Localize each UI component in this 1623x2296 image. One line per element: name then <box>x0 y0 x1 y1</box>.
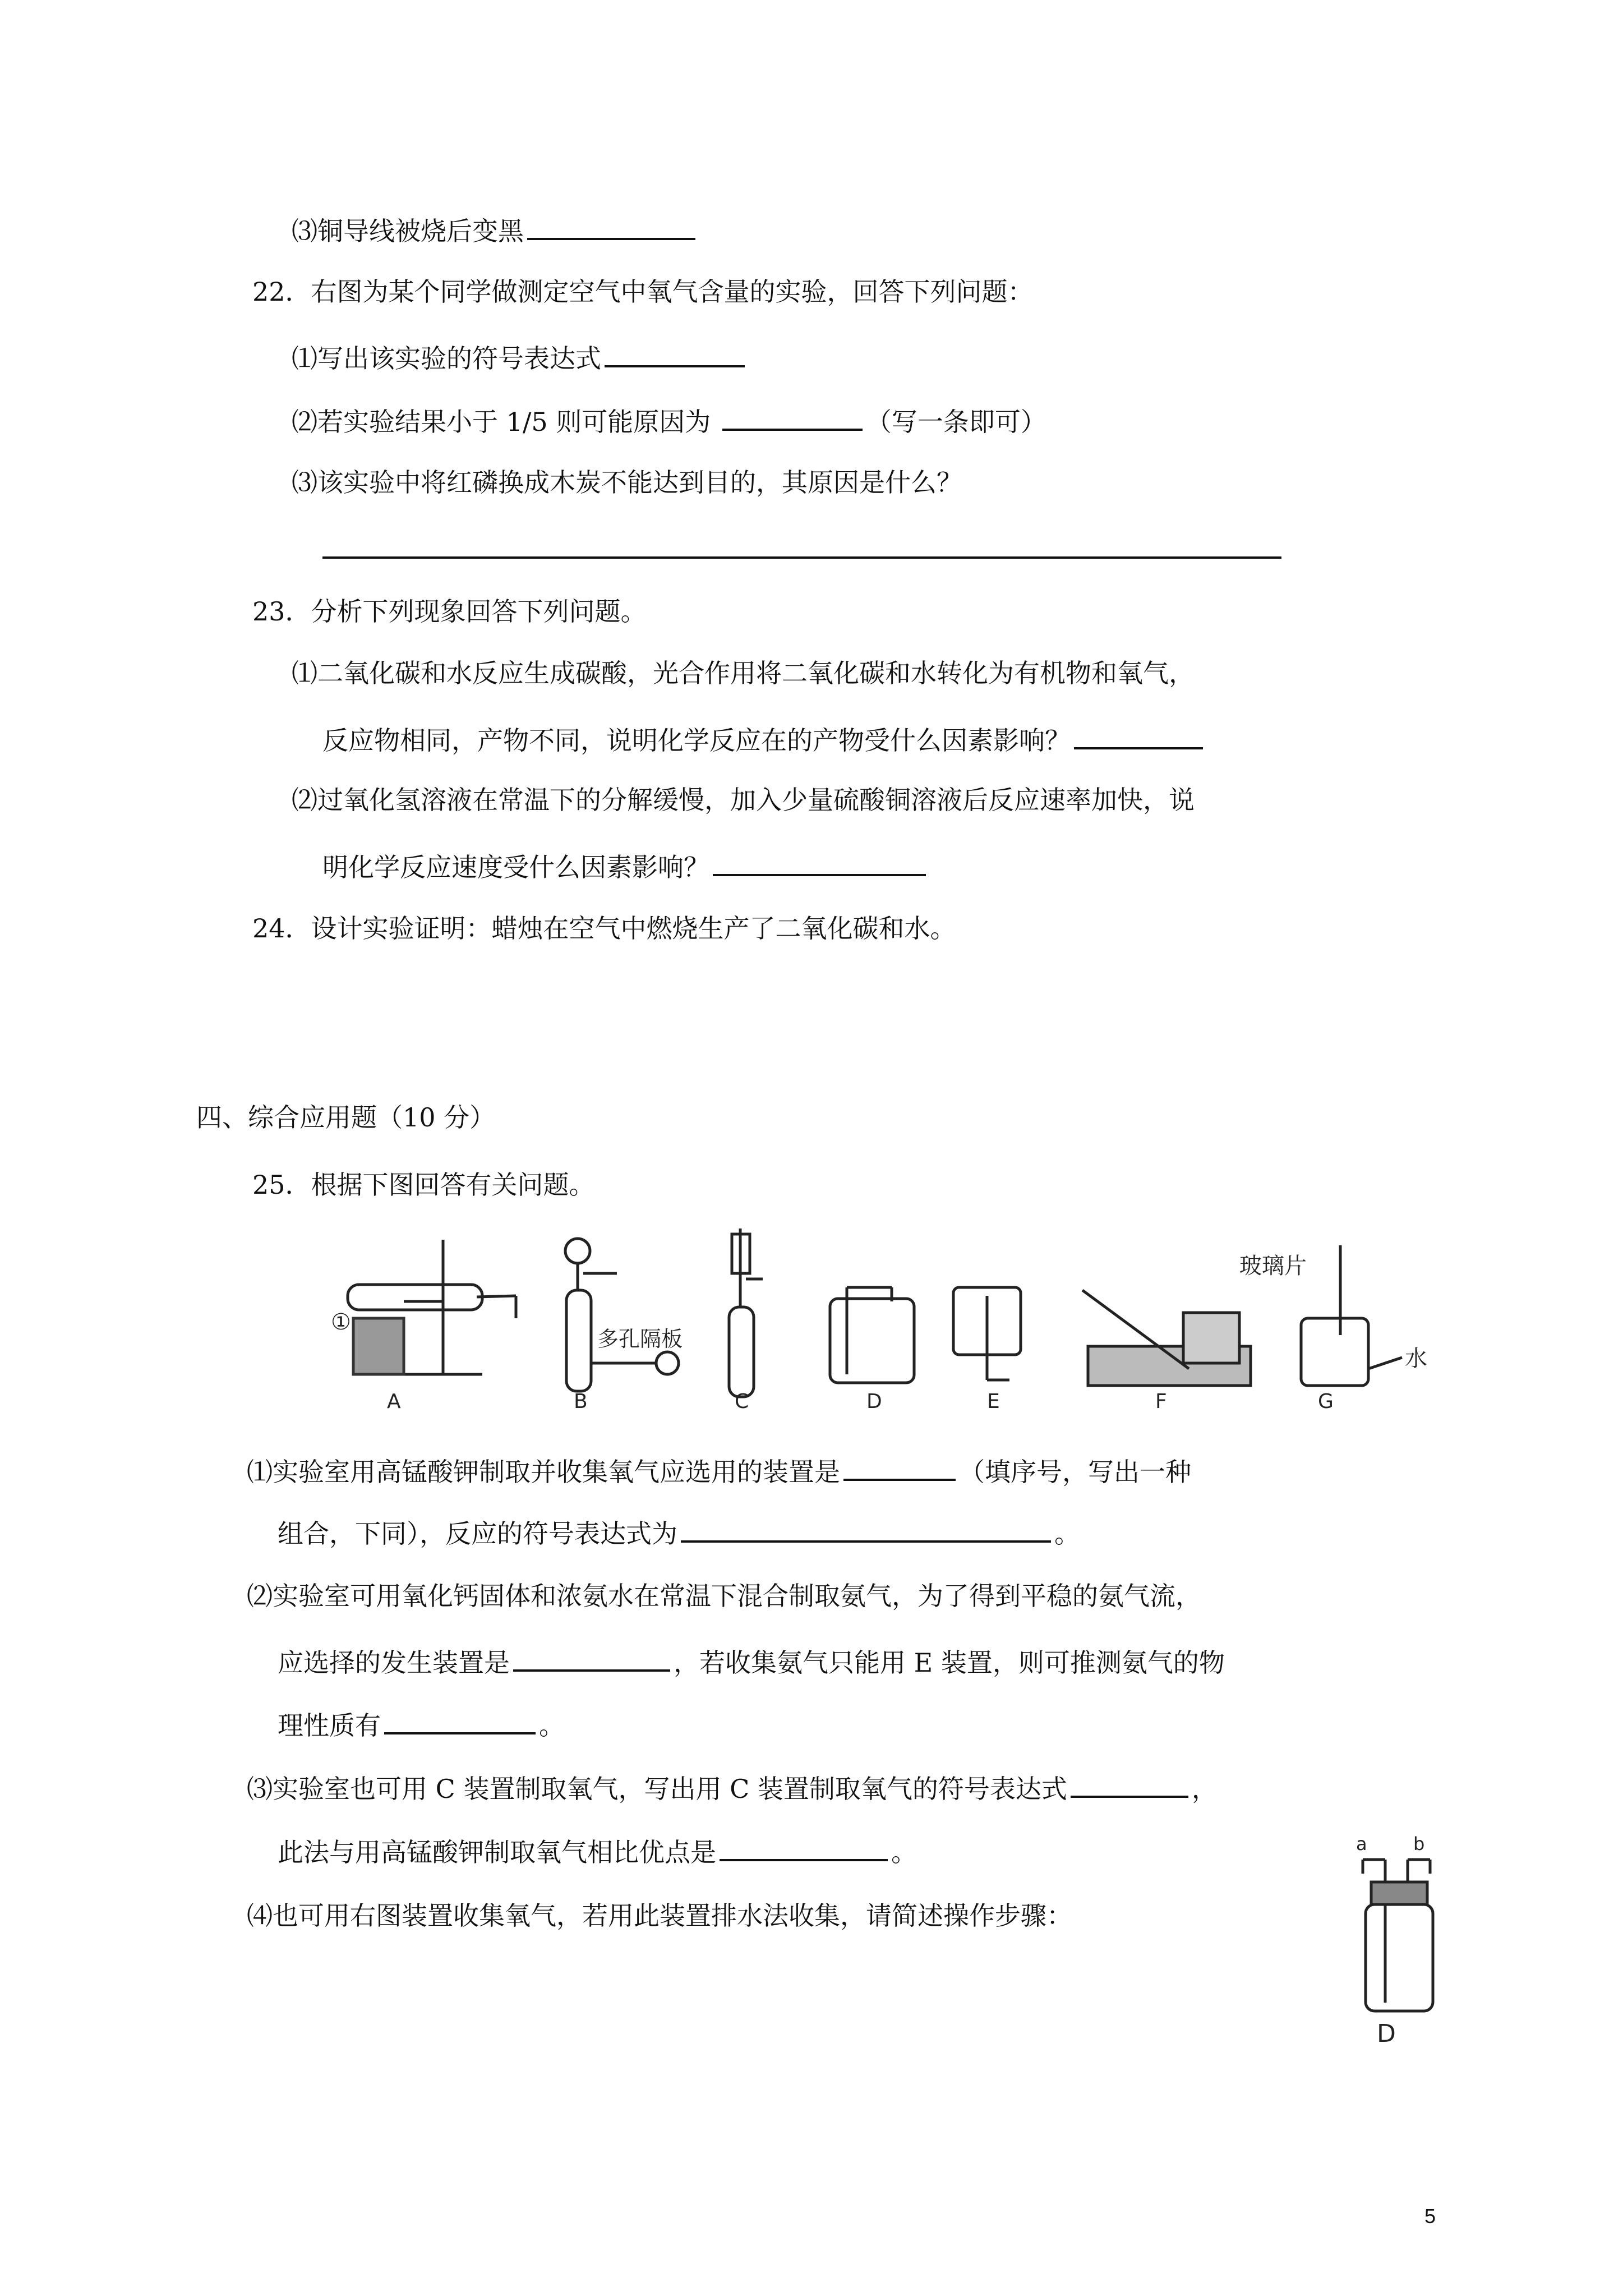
label-g: G <box>1318 1390 1334 1413</box>
q23-part1-line1: ⑴二氧化碳和水反应生成碳酸，光合作用将二氧化碳和水转化为有机物和氧气， <box>292 658 1195 688</box>
q25-part4: ⑷也可用右图装置收集氧气，若用此装置排水法收集，请简述操作步骤： <box>247 1901 1072 1931</box>
porous-plate-label: 多孔隔板 <box>597 1327 683 1351</box>
answer-blank[interactable] <box>384 1706 536 1734</box>
gas-bottle-figure <box>1346 1834 1447 2047</box>
label-d: D <box>866 1390 882 1413</box>
q22-answer-line[interactable] <box>322 556 1281 559</box>
answer-blank[interactable] <box>681 1515 1051 1543</box>
answer-blank[interactable] <box>713 848 926 876</box>
q25-part1-line2: 组合，下同），反应的符号表达式为 。 <box>278 1515 1080 1550</box>
q25-stem: 25．根据下图回答有关问题。 <box>252 1170 595 1200</box>
answer-blank[interactable] <box>1071 1770 1188 1798</box>
q23-part1-line2: 反应物相同，产物不同，说明化学反应在的产物受什么因素影响？ <box>322 721 1206 757</box>
apparatus-c <box>729 1228 763 1413</box>
label-f: F <box>1155 1390 1167 1413</box>
page-number: 5 <box>1424 2205 1436 2228</box>
q23-stem: 23．分析下列现象回答下列问题。 <box>252 596 647 627</box>
answer-blank[interactable] <box>527 212 695 240</box>
q22-part3: ⑶该实验中将红磷换成木炭不能达到目的，其原因是什么？ <box>292 467 962 498</box>
q25-part3-line1: ⑶实验室也可用 C 装置制取氧气，写出用 C 装置制取氧气的符号表达式 ， <box>247 1770 1218 1806</box>
apparatus-f <box>1082 1290 1251 1413</box>
q25-part2-line3: 理性质有 。 <box>278 1706 565 1742</box>
apparatus-b <box>565 1239 683 1413</box>
label-c: C <box>735 1390 749 1413</box>
q23-part2-line1: ⑵过氧化氢溶液在常温下的分解缓慢，加入少量硫酸铜溶液后反应速率加快，说 <box>292 785 1195 815</box>
tube-a-label: a <box>1356 1834 1367 1855</box>
circle-one-label: ① <box>331 1309 351 1335</box>
q22-part1: ⑴写出该实验的符号表达式 <box>292 339 748 375</box>
lab-apparatus-figure <box>314 1223 1436 1425</box>
q22-part2: ⑵若实验结果小于 1/5 则可能原因为 （写一条即可） <box>292 403 1046 439</box>
answer-blank[interactable] <box>605 339 745 367</box>
label-a: A <box>387 1390 401 1413</box>
figure-label-d: D <box>1377 2019 1396 2047</box>
answer-blank[interactable] <box>843 1453 956 1481</box>
q25-part3-line2: 此法与用高锰酸钾制取氧气相比优点是 。 <box>278 1833 917 1869</box>
water-label: 水 <box>1405 1346 1427 1372</box>
apparatus-e <box>953 1287 1021 1413</box>
glass-sheet-label: 玻璃片 <box>1239 1253 1307 1279</box>
q25-part2-line2: 应选择的发生装置是 ，若收集氨气只能用 E 装置，则可推测氨气的物 <box>278 1644 1225 1680</box>
answer-blank[interactable] <box>1074 721 1203 749</box>
apparatus-a <box>331 1240 516 1413</box>
q22-stem: 22．右图为某个同学做测定空气中氧气含量的实验，回答下列问题： <box>252 277 1034 307</box>
label-e: E <box>987 1390 1000 1413</box>
answer-blank[interactable] <box>720 1833 888 1861</box>
apparatus-d <box>830 1287 914 1413</box>
apparatus-g <box>1239 1245 1427 1413</box>
q25-part1-line1: ⑴实验室用高锰酸钾制取并收集氧气应选用的装置是 （填序号，写出一种 <box>247 1453 1191 1489</box>
tube-b-label: b <box>1413 1834 1425 1855</box>
q24-stem: 24．设计实验证明：蜡烛在空气中燃烧生产了二氧化碳和水。 <box>252 913 956 944</box>
q21-part3: ⑶铜导线被烧后变黑 <box>292 212 699 248</box>
answer-blank[interactable] <box>513 1644 670 1672</box>
answer-blank[interactable] <box>722 403 863 431</box>
label-b: B <box>574 1390 588 1413</box>
q23-part2-line2: 明化学反应速度受什么因素影响？ <box>322 848 929 884</box>
q25-part2-line1: ⑵实验室可用氧化钙固体和浓氨水在常温下混合制取氨气，为了得到平稳的氨气流， <box>247 1581 1201 1611</box>
section4-title: 四、综合应用题（10 分） <box>196 1102 496 1133</box>
